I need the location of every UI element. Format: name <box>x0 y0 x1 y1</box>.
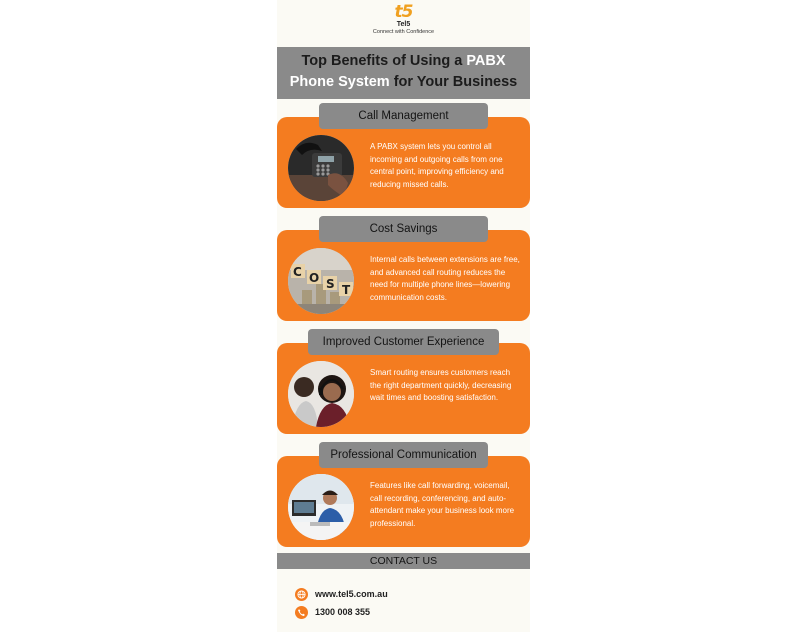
title-line-1-text: Top Benefits of Using a <box>301 53 467 69</box>
title-line-2-text: for Your Business <box>389 74 518 90</box>
globe-icon <box>295 588 308 601</box>
section-card-professional-communication <box>277 456 530 547</box>
phone-icon <box>295 606 308 619</box>
website-link[interactable]: www.tel5.com.au <box>315 589 388 599</box>
desk-phone-photo <box>288 135 354 201</box>
logo-mark: t5 <box>394 2 413 22</box>
cost-block-t: T <box>342 283 351 297</box>
section-heading-professional-communication: Professional Communication <box>319 442 488 468</box>
logo-tagline: Connect with Confidence <box>372 29 435 35</box>
section-text: Internal calls between extensions are free, and advanced call routing reduces the need for multiple phone lines—lowering communication costs. <box>370 255 520 302</box>
headset-agents-photo <box>288 361 354 427</box>
cost-block-o: O <box>309 271 320 285</box>
section-text: Smart routing ensures customers reach the right department quickly, decreasing wait times and boosting satisfaction. <box>370 368 512 403</box>
cost-blocks-coins-photo <box>288 248 354 314</box>
section-heading-customer-experience: Improved Customer Experience <box>308 329 499 355</box>
section-card-customer-experience <box>277 343 530 434</box>
title-line-2 <box>277 74 530 90</box>
cost-block-c: C <box>293 265 302 279</box>
title-accent-phone-system: Phone System <box>289 74 390 90</box>
phone-number[interactable]: 1300 008 355 <box>315 607 371 617</box>
title-accent-pabx: PABX <box>466 53 506 69</box>
section-heading-cost-savings: Cost Savings <box>319 216 488 242</box>
logo <box>277 3 530 36</box>
infographic <box>277 0 530 632</box>
logo-name: Tel5 <box>396 21 411 28</box>
section-card-call-management <box>277 117 530 208</box>
title-band <box>277 47 530 99</box>
contact-heading: CONTACT US <box>277 553 530 569</box>
section-text: A PABX system lets you control all incoming and outgoing calls from one central point, improving efficiency and reducing missed calls. <box>370 142 504 189</box>
office-worker-photo <box>288 474 354 540</box>
cost-block-s: S <box>326 277 335 291</box>
section-heading-call-management: Call Management <box>319 103 488 129</box>
section-card-cost-savings <box>277 230 530 321</box>
title-line-1 <box>277 53 530 69</box>
section-text: Features like call forwarding, voicemail, call recording, conferencing, and auto-attendant make your business look more professional. <box>370 481 515 528</box>
